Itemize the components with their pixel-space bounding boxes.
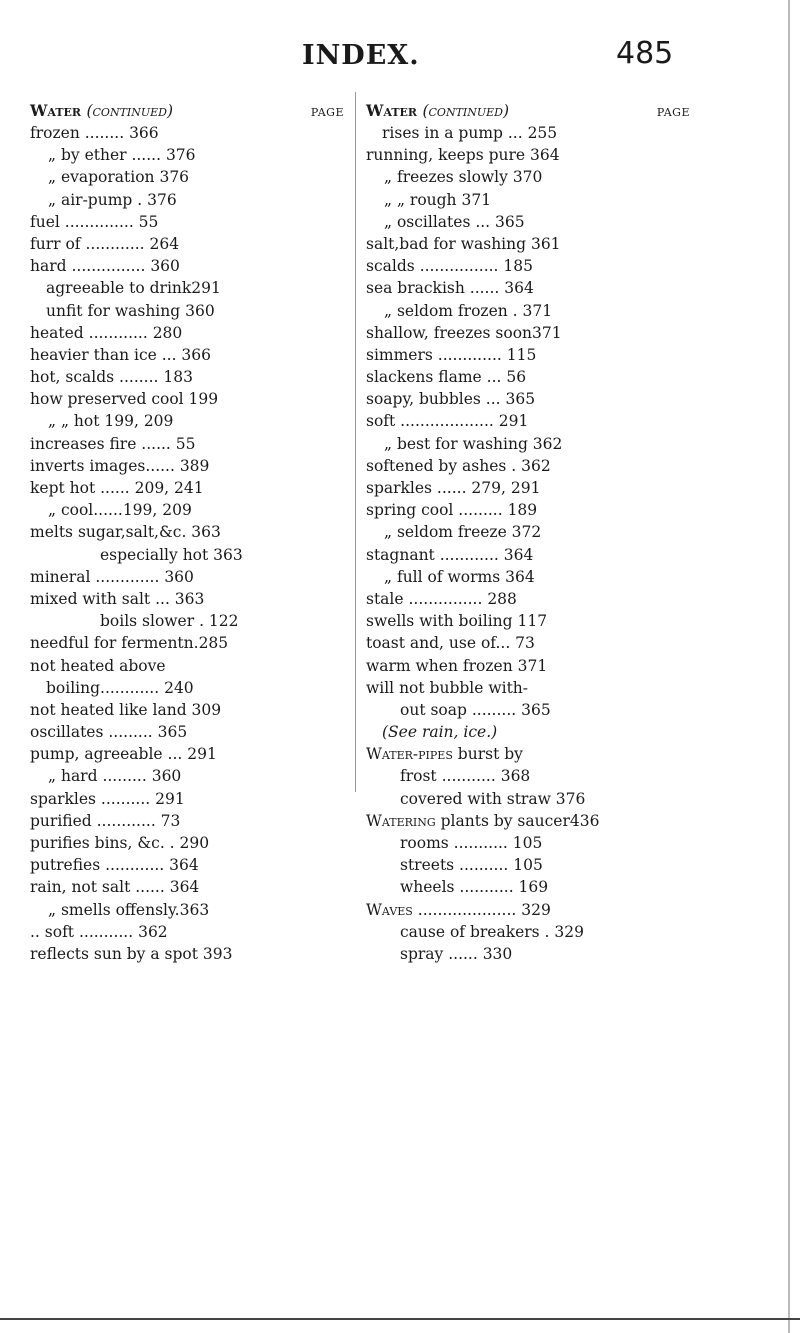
left-index-entry: not heated like land 309 xyxy=(30,700,222,719)
right-index-entry: „ best for washing 362 xyxy=(384,434,563,453)
right-index-entry: stagnant ............ 364 xyxy=(366,545,534,564)
right-index-entry: rooms ........... 105 xyxy=(400,834,543,852)
left-index-entry: .. soft ........... 362 xyxy=(30,922,168,941)
right-index-entry: toast and, use of... 73 xyxy=(366,634,535,653)
left-index-entry: „ cool......199, 209 xyxy=(48,501,192,520)
right-index-entry: rises in a pump ... 255 xyxy=(382,124,558,142)
left-index-entry: sparkles .......... 291 xyxy=(30,789,185,808)
left-index-entry: increases fire ...... 55 xyxy=(30,434,196,453)
right-index-entry: soapy, bubbles ... 365 xyxy=(366,390,536,409)
right-index-entry: wheels ........... 169 xyxy=(400,878,549,897)
left-index-entry: „ smells offensly.363 xyxy=(48,900,210,919)
right-index-entry: cause of breakers . 329 xyxy=(400,922,584,941)
right-index-entry: sparkles ...... 279, 291 xyxy=(366,479,541,497)
right-index-entry: running, keeps pure 364 xyxy=(366,146,560,165)
left-column-heading xyxy=(30,100,350,122)
left-index-entry: purifies bins, &c. . 290 xyxy=(30,834,210,852)
right-index-entry: will not bubble with- xyxy=(366,678,529,697)
right-index-entry: „ full of worms 364 xyxy=(384,567,535,586)
left-index-entry: inverts images...... 389 xyxy=(30,456,210,475)
left-index-entry: „ hard ......... 360 xyxy=(48,767,182,786)
right-index-entry: Watering plants by saucer436 xyxy=(366,811,600,830)
left-index-entry: needful for fermentn.285 xyxy=(30,634,229,653)
right-index-entry: frost ........... 368 xyxy=(400,767,531,786)
left-index-entry: kept hot ...... 209, 241 xyxy=(30,479,204,497)
left-index-entry: unfit for washing 360 xyxy=(46,301,215,320)
left-index-entry: oscillates ......... 365 xyxy=(30,723,188,742)
right-index-entry: sea brackish ...... 364 xyxy=(366,279,534,298)
left-index-entry: boiling............ 240 xyxy=(46,678,194,697)
left-index-entry: „ by ether ...... 376 xyxy=(48,146,196,165)
left-index-entry: furr of ............ 264 xyxy=(30,234,180,253)
page-bottom-edge xyxy=(0,1318,800,1320)
right-index-entry: „ seldom freeze 372 xyxy=(384,523,542,542)
left-index-entry: putrefies ............ 364 xyxy=(30,856,199,875)
left-index-entry: fuel .............. 55 xyxy=(30,212,159,231)
right-index-entry: „ seldom frozen . 371 xyxy=(384,301,553,320)
right-index-entry: streets .......... 105 xyxy=(400,856,543,875)
left-index-entry: not heated above xyxy=(30,656,166,675)
right-index-entry: warm when frozen 371 xyxy=(366,656,548,675)
right-index-entry: out soap ......... 365 xyxy=(400,700,551,719)
left-index-entry: pump, agreeable ... 291 xyxy=(30,745,217,764)
right-index-entry: scalds ................ 185 xyxy=(366,257,533,276)
left-index-entry: heavier than ice ... 366 xyxy=(30,345,212,364)
left-index-entry: hard ............... 360 xyxy=(30,257,180,276)
right-index-entry: spray ...... 330 xyxy=(400,944,513,963)
left-index-entry: frozen ........ 366 xyxy=(30,124,159,142)
right-entry-list xyxy=(366,122,696,965)
left-index-entry: mineral ............. 360 xyxy=(30,567,194,586)
right-page-label: PAGE xyxy=(656,106,690,119)
right-index-entry: spring cool ......... 189 xyxy=(366,501,538,520)
left-index-entry: melts sugar,salt,&c. 363 xyxy=(30,523,221,542)
page-title: INDEX. xyxy=(302,40,420,71)
left-index-entry: rain, not salt ...... 364 xyxy=(30,878,200,897)
page-header xyxy=(0,36,800,80)
right-heading-title: Water (continued) xyxy=(366,101,510,120)
left-index-entry: especially hot 363 xyxy=(100,545,243,564)
right-index-entry: „ oscillates ... 365 xyxy=(384,212,525,231)
left-index-entry: heated ............ 280 xyxy=(30,323,183,342)
left-index-entry: how preserved cool 199 xyxy=(30,390,219,409)
right-index-entry: softened by ashes . 362 xyxy=(366,456,551,475)
left-index-entry: agreeable to drink291 xyxy=(46,279,221,298)
left-index-entry: „ air-pump . 376 xyxy=(48,190,177,209)
left-index-entry: mixed with salt ... 363 xyxy=(30,589,205,608)
right-index-entry: swells with boiling 117 xyxy=(366,612,548,631)
left-index-entry: „ evaporation 376 xyxy=(48,168,190,187)
right-index-entry: (See rain, ice.) xyxy=(382,723,498,742)
right-index-entry: slackens flame ... 56 xyxy=(366,368,527,387)
left-index-entry: „ „ hot 199, 209 xyxy=(48,412,174,431)
left-index-entry: boils slower . 122 xyxy=(100,612,239,631)
right-index-entry: Water-pipes burst by xyxy=(366,745,523,764)
right-index-entry: Waves .................... 329 xyxy=(366,900,551,919)
right-index-entry: „ freezes slowly 370 xyxy=(384,168,543,187)
right-column-heading xyxy=(366,100,696,122)
right-index-entry: „ „ rough 371 xyxy=(384,190,492,209)
column-divider xyxy=(355,92,356,792)
right-index-entry: shallow, freezes soon371 xyxy=(366,323,562,342)
left-heading-title: Water (continued) xyxy=(30,101,174,120)
left-page-label: PAGE xyxy=(310,106,344,119)
page-number: 485 xyxy=(616,36,674,71)
left-index-entry: purified ............ 73 xyxy=(30,811,181,830)
right-index-entry: salt,bad for washing 361 xyxy=(366,234,561,253)
right-index-entry: stale ............... 288 xyxy=(366,589,517,608)
right-index-entry: simmers ............. 115 xyxy=(366,345,537,364)
right-index-entry: covered with straw 376 xyxy=(400,789,586,808)
left-index-entry: hot, scalds ........ 183 xyxy=(30,368,193,387)
right-index-entry: soft ................... 291 xyxy=(366,412,529,431)
left-column xyxy=(30,100,350,965)
left-entry-list xyxy=(30,122,350,965)
page-edge xyxy=(788,0,790,1333)
right-column xyxy=(366,100,696,965)
left-index-entry: reflects sun by a spot 393 xyxy=(30,944,233,963)
